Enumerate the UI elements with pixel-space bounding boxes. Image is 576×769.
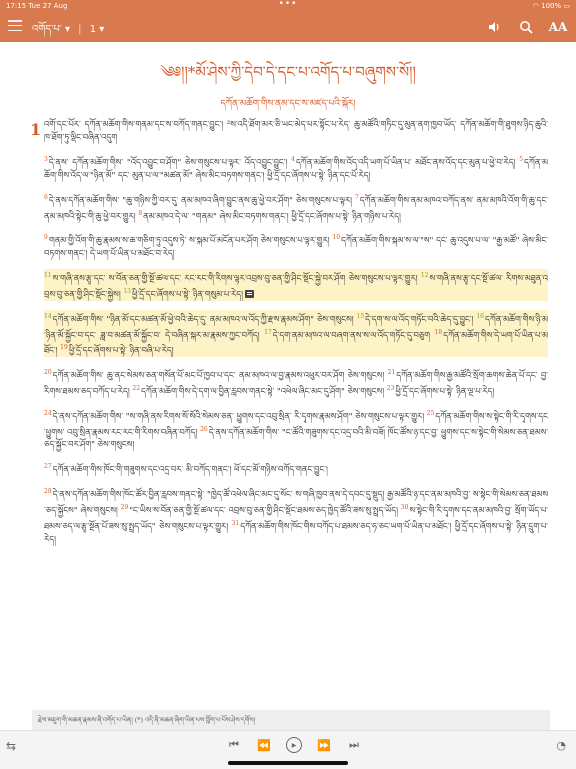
verse-number: 19: [60, 344, 68, 352]
status-time: 17:15: [6, 2, 27, 10]
verse-number: 24: [44, 409, 52, 417]
chapter-number[interactable]: 1: [89, 24, 97, 35]
verse-number: 7: [354, 193, 359, 201]
verse-number: 20: [44, 369, 52, 377]
verse-text: ས་གཞི་ནས་རྩྭ་དང་ ས་བོན་ཅན་གྱི་སྔོ་ཚལ་དང་ རང་རང་གི་རིགས་ལྟར་འབྲས་བུ་ཅན་གྱི་ཤིང་སྡོང་སྐྱེ་བར་ཤོག ཅེས་གསུངས་པ་ལྟར་གྱུར།: [52, 272, 421, 283]
verse-text: དཀོན་མཆོག་གིས་ཉི་མ་ཉིན་མོ་སྐྱོང་བ་དང་ ཟླ་བ་མཚན་མོ་སྐྱོང་བ་ དེ་བཞིན་སྐར་མ་རྣམས་ཀྱང་བཀོད།: [44, 313, 548, 340]
status-bar: [0, 0, 576, 12]
verse-text: ས་གཞི་ནས་རྩྭ་དང་སྔོ་ཚལ་ རིགས་མཐུན་འབྲས་བུ་ཅན་གྱི་ཤིང་སྡོང་སྐྱེས།: [44, 272, 549, 299]
top-actions: [486, 19, 566, 35]
verse-text: དཀོན་མཆོག་གིས་ "ཉིན་མོ་དང་མཚན་མོ་ཕྱེ་བའི་ཆེད་དུ་ ནམ་མཁའ་ལ་འོད་ཀྱི་རྫས་རྣམས་ཤོག" ཅེས་གསུངས།: [52, 313, 357, 324]
verse-paragraph[interactable]: [44, 118, 548, 144]
verse-number: 11: [44, 272, 52, 280]
forward-icon[interactable]: ⏩: [317, 738, 331, 752]
verse-number: 6: [44, 193, 48, 201]
verse-text: ས་སྟེང་གི་རི་དྭགས་དང་ནམ་མཁའི་བྱ་ སྲོག་ཡོད་པ་ཐམས་ཅད་ལ་རྩྭ་སྔོན་པོ་ཟས་སུ་སྤྲད་ཡོད" ཅེས་གསུངས་པ་ལྟར་གྱུར།: [44, 504, 548, 531]
skip-end-icon[interactable]: ⏭: [349, 738, 359, 751]
verse-number: 22: [132, 384, 141, 392]
footnote-bar[interactable]: རྗེས་མཇུག་གི་མཆན་རྣམས་ནི་འགོད་པ་ཡིན། (*) འདི་ནི་མཆན་ཞིག་ཡིན་པས་ཀློག་པ་པོས་ཤེས་དགོས།: [32, 710, 550, 730]
verse-number: 27: [44, 463, 52, 471]
home-indicator[interactable]: [228, 761, 348, 765]
verse-number: 26: [200, 425, 208, 433]
verse-number: 23: [386, 384, 395, 392]
verse-text: དཀོན་མཆོག་གིས་ ཆུ་ནང་སེམས་ཅན་གསོན་པོ་མང་པོ་ཁྱབ་པ་དང་ ནམ་མཁའ་ལ་བྱ་རྣམས་འཕུར་བར་ཤོག ཅེས་གསུངས།: [52, 369, 388, 380]
verse-number: 16: [476, 312, 484, 320]
verse-text: དེ་དག་ས་ལ་འོད་གཏོང་བའི་ཆེད་དུ་བྱུང་།: [365, 313, 477, 324]
verse-text: དཀོན་མཆོག་གིས་འོད་འདི་ཡག་པོ་ཡིན་པ་ མཐོང་ནས་འོད་དང་མུན་པ་ཕྱེ་བ་རེད།: [295, 156, 520, 167]
verse-text: ཕྱི་དྲོ་དང་ཞོགས་པ་སྟེ་ ཉིན་བཞི་པ་རེད།: [68, 345, 174, 356]
multitask-dots[interactable]: •••: [278, 0, 298, 9]
verse-number: 21: [387, 369, 396, 377]
verse-text: དེ་ནས་དཀོན་མཆོག་གིས་ "ང་ཚོའི་གཟུགས་དང་འདྲ་བའི་མི་བཟོ། ཁོང་ཚོས་ཉ་དང་བྱ་ ཕྱུགས་དང་ས་སྟེང་གི་སེམས་ཅན་ཐམས་ཅད་སྐྱོང་བར་ཤོག" ཅེས་གསུངས།: [44, 426, 548, 450]
note-icon[interactable]: [245, 290, 254, 298]
player-controls: [226, 737, 362, 753]
book-title: ༄༅།།*མོ་ཤེས་ཀྱི་དེབ་དེ་དང་པ་འགོད་པ་བཞུགས་སོ།།: [160, 63, 416, 81]
verse-paragraph[interactable]: [44, 407, 548, 452]
status-battery: [533, 0, 570, 12]
rewind-icon[interactable]: ⏪: [257, 738, 271, 752]
verse-number: 8: [138, 209, 143, 217]
play-icon[interactable]: ▶: [286, 737, 302, 753]
verse-text: དཀོན་མཆོག་གིས་འོད་ལ་"ཉིན་མོ" དང་ མུན་པ་ལ་"མཚན་མོ" ཞེས་མིང་བཏགས་གནང་། ཕྱི་དྲོ་དང་ཞོགས་པ་སྟེ་ ཉིན་དང་པོ་རེད།: [44, 156, 548, 180]
verse-text: དེ་ནས་དཀོན་མཆོག་གིས་ཁོང་ཚོར་བྱིན་རླབས་གནང་སྟེ་ "ཁྱེད་ཚོ་འཕེལ་ཞིང་མང་དུ་སོང་ ས་གཞི་ཁྱབ་ནས་དེ་དབང་དུ་སྡུད། རྒྱ་མཚོའི་ཉ་དང་ནམ་མཁའི་བྱ་ ས་སྟེང་གི་སེམས་ཅན་ཐམས་ཅད་སྐྱོངས" ཞེས་གསུངས།: [44, 488, 548, 515]
exchange-icon[interactable]: ⇆: [6, 739, 17, 753]
verse-text: དཀོན་མཆོག་གིས་དེ་དག་ལ་བྱིན་རླབས་གནང་སྟེ་ "འཕེལ་ཞིང་མང་དུ་ཤོག" ཅེས་གསུངས།: [141, 385, 387, 396]
reader-content[interactable]: [0, 42, 576, 730]
verse-number: 13: [123, 287, 131, 295]
verse-text: དཀོན་མཆོག་གིས་རྒྱ་མཚོའི་སྲོག་ཆགས་ཆེན་པོ་དང་ བྱ་རིགས་ཐམས་ཅད་བཀོད་པ་རེད།: [44, 369, 549, 396]
battery-percent: 100%: [541, 2, 562, 10]
speedometer-icon[interactable]: ◔: [556, 739, 566, 752]
verse-text: "ང་ཡིས་ས་བོན་ཅན་གྱི་སྔོ་ཚལ་དང་ འབྲས་བུ་ཅན་གྱི་ཤིང་སྡོང་ཐམས་ཅད་ཁྱེད་ཚོའི་ཟས་སུ་སྤྲད་ཡོད།: [129, 504, 401, 515]
hamburger-menu-icon[interactable]: [8, 20, 22, 32]
verse-text: དཀོན་མཆོག་གིས་ཁོང་གིས་བཀོད་པ་ཐམས་ཅད་ཧ་ཅང་ཡག་པོ་ཡིན་པ་མཐོང་། ཕྱི་དྲོ་དང་ཞོགས་པ་སྟེ་ ཉིན་དྲུག་པ་རེད།: [44, 520, 548, 544]
skip-start-icon[interactable]: ⏮: [229, 738, 239, 751]
verse-text: དཀོན་མཆོག་གིས་དེ་ཡག་པོ་ཡིན་པ་མཐོང་།: [44, 329, 548, 356]
search-icon[interactable]: [518, 19, 534, 35]
verse-text: དེ་དག་ནམ་མཁའ་ལ་བཞག་ནས་ས་ལ་འོད་གཏོང་དུ་བཅུག: [272, 329, 435, 340]
separator: |: [78, 24, 82, 35]
font-size-button[interactable]: AA: [548, 20, 568, 34]
verse-text: དཀོན་མཆོག་གིས་ཁོང་གི་གཟུགས་དང་འདྲ་བར་ མི་བཀོད་གནང་། ཕོ་དང་མོ་གཉིས་བཀོད་གནང་བྱུང་།: [52, 464, 328, 475]
verse-text: དེ་ནས་དཀོན་མཆོག་གིས་ "ས་གཞི་ནས་རིགས་སོ་སོའི་སེམས་ཅན་ ཕྱུགས་དང་འབུ་སྲིན་ རི་དྭགས་རྣམས་ཤོག" ཅེས་གསུངས་པ་ལྟར་གྱུར།: [52, 410, 427, 421]
verse-number: 5: [519, 156, 524, 163]
verse-text: དེ་ནས་དཀོན་མཆོག་གིས་ "ཆུ་གཉིས་ཀྱི་བར་དུ་ ནམ་མཁའ་ཞིག་བྱུང་ནས་ཆུ་ཕྱེ་བར་ཤོག" ཅེས་གསུངས་པ་ལྟར།: [48, 194, 355, 205]
verse-text: དཀོན་མཆོག་གིས་སྐམ་ས་ལ་"ས" དང་ ཆུ་འདུས་པ་ལ་ "རྒྱ་མཚོ" ཞེས་མིང་བཏགས་གནང་། དེ་ཡག་པོ་ཡིན་པ་མཐོང་བ་རེད།: [44, 235, 548, 259]
verse-paragraph[interactable]: [44, 191, 548, 223]
verse-number: 17: [264, 328, 272, 336]
verse-paragraph[interactable]: [44, 310, 548, 357]
verse-paragraph[interactable]: [44, 153, 548, 182]
verse-paragraph[interactable]: [44, 231, 548, 260]
verse-number: 10: [332, 234, 341, 242]
verse-text: ནམ་མཁའ་དེ་ལ་ "གནམ" ཞེས་མིང་བཏགས་གནང་། ཕྱི་དྲོ་དང་ཞོགས་པ་སྟེ་ ཉིན་གཉིས་པ་རེད།: [143, 210, 401, 221]
chevron-down-icon: ▾: [99, 24, 105, 35]
verse-number: 15: [356, 312, 365, 320]
verse-number: 18: [434, 328, 443, 336]
verse-number: 30: [400, 503, 409, 511]
verse-text: གནམ་གྱི་འོག་གི་ཆུ་རྣམས་ས་ཆ་གཅིག་ཏུ་འདུས་ཏེ་ ས་སྐམ་པོ་མངོན་པར་ཤོག ཅེས་གསུངས་པ་ལྟར་གྱུར།: [48, 235, 333, 246]
verse-number: 4: [291, 156, 295, 163]
chapter-number-large: 1: [30, 120, 42, 139]
verse-number: 28: [44, 488, 52, 496]
section-heading: དཀོན་མཆོག་གིས་ནམ་དང་ས་མཛད་པའི་སྐོར།: [220, 99, 356, 109]
verse-paragraph[interactable]: [44, 485, 548, 545]
battery-icon: ▭: [563, 2, 570, 10]
verse-text: དེ་ནས་ དཀོན་མཆོག་གིས་ "འོད་འབྱུང་བ་ཤོག" ཅེས་གསུངས་པ་ལྟར་ འོད་འབྱུང་བྱུང་།: [48, 156, 292, 167]
verse-number: 3: [44, 156, 48, 163]
speaker-icon[interactable]: [486, 19, 502, 35]
verse-text: ཕྱི་དྲོ་དང་ཞོགས་པ་སྟེ་ ཉིན་ལྔ་པ་རེད།: [395, 385, 495, 396]
verse-number: 29: [120, 503, 129, 511]
verse-number: 31: [231, 519, 240, 527]
verse-number: 25: [426, 409, 435, 417]
verse-text: འགོ་དང་པོར་ དཀོན་མཆོག་གིས་གནམ་དང་ས་བཀོད་གནང་བྱུང་། ²ས་འདི་ཐོག་མར་ཅི་ཡང་མེད་པར་སྟོང་པ་རེད་ ཆུ་མཚོའི་གཏིང་དུ་མུན་ནག་ཁྱབ་ཡོད་ དཀོན་མཆོག་གི་ཐུགས་ཉིད་ཆུའི་ཁ་ཐོག་ཏུ་ལྡིང་བཞིན་འདུག: [44, 119, 548, 142]
verse-paragraph[interactable]: [44, 460, 548, 476]
verse-number: 12: [420, 272, 429, 280]
status-date: Tue 27 Aug: [28, 2, 68, 10]
verse-number: 9: [44, 234, 48, 242]
verse-text: ཕྱི་དྲོ་དང་ཞོགས་པ་སྟེ་ ཉིན་གསུམ་པ་རེད།: [132, 288, 243, 299]
book-name[interactable]: འགོད་པ་: [32, 24, 62, 35]
verse-paragraph[interactable]: [44, 366, 548, 398]
verse-text: དཀོན་མཆོག་གིས་ནམ་མཁའ་བཀོད་ནས་ ནམ་མཁའི་འོག་གི་ཆུ་དང་ནམ་མཁའི་སྟེང་གི་ཆུ་ཕྱེ་བར་གྱུར།: [44, 194, 548, 221]
top-toolbar: [0, 12, 576, 42]
verse-paragraph[interactable]: [44, 269, 548, 301]
chevron-down-icon: ▾: [64, 24, 70, 35]
chapter-text: [44, 118, 548, 555]
verse-number: 14: [44, 312, 52, 320]
wifi-icon: ◠: [532, 2, 539, 10]
verse-text: དཀོན་མཆོག་གིས་ས་སྟེང་གི་རི་དྭགས་དང་ཕྱུགས་ འབུ་སྲིན་རྣམས་རང་རང་གི་རིགས་བཞིན་བཀོད།: [44, 410, 548, 437]
